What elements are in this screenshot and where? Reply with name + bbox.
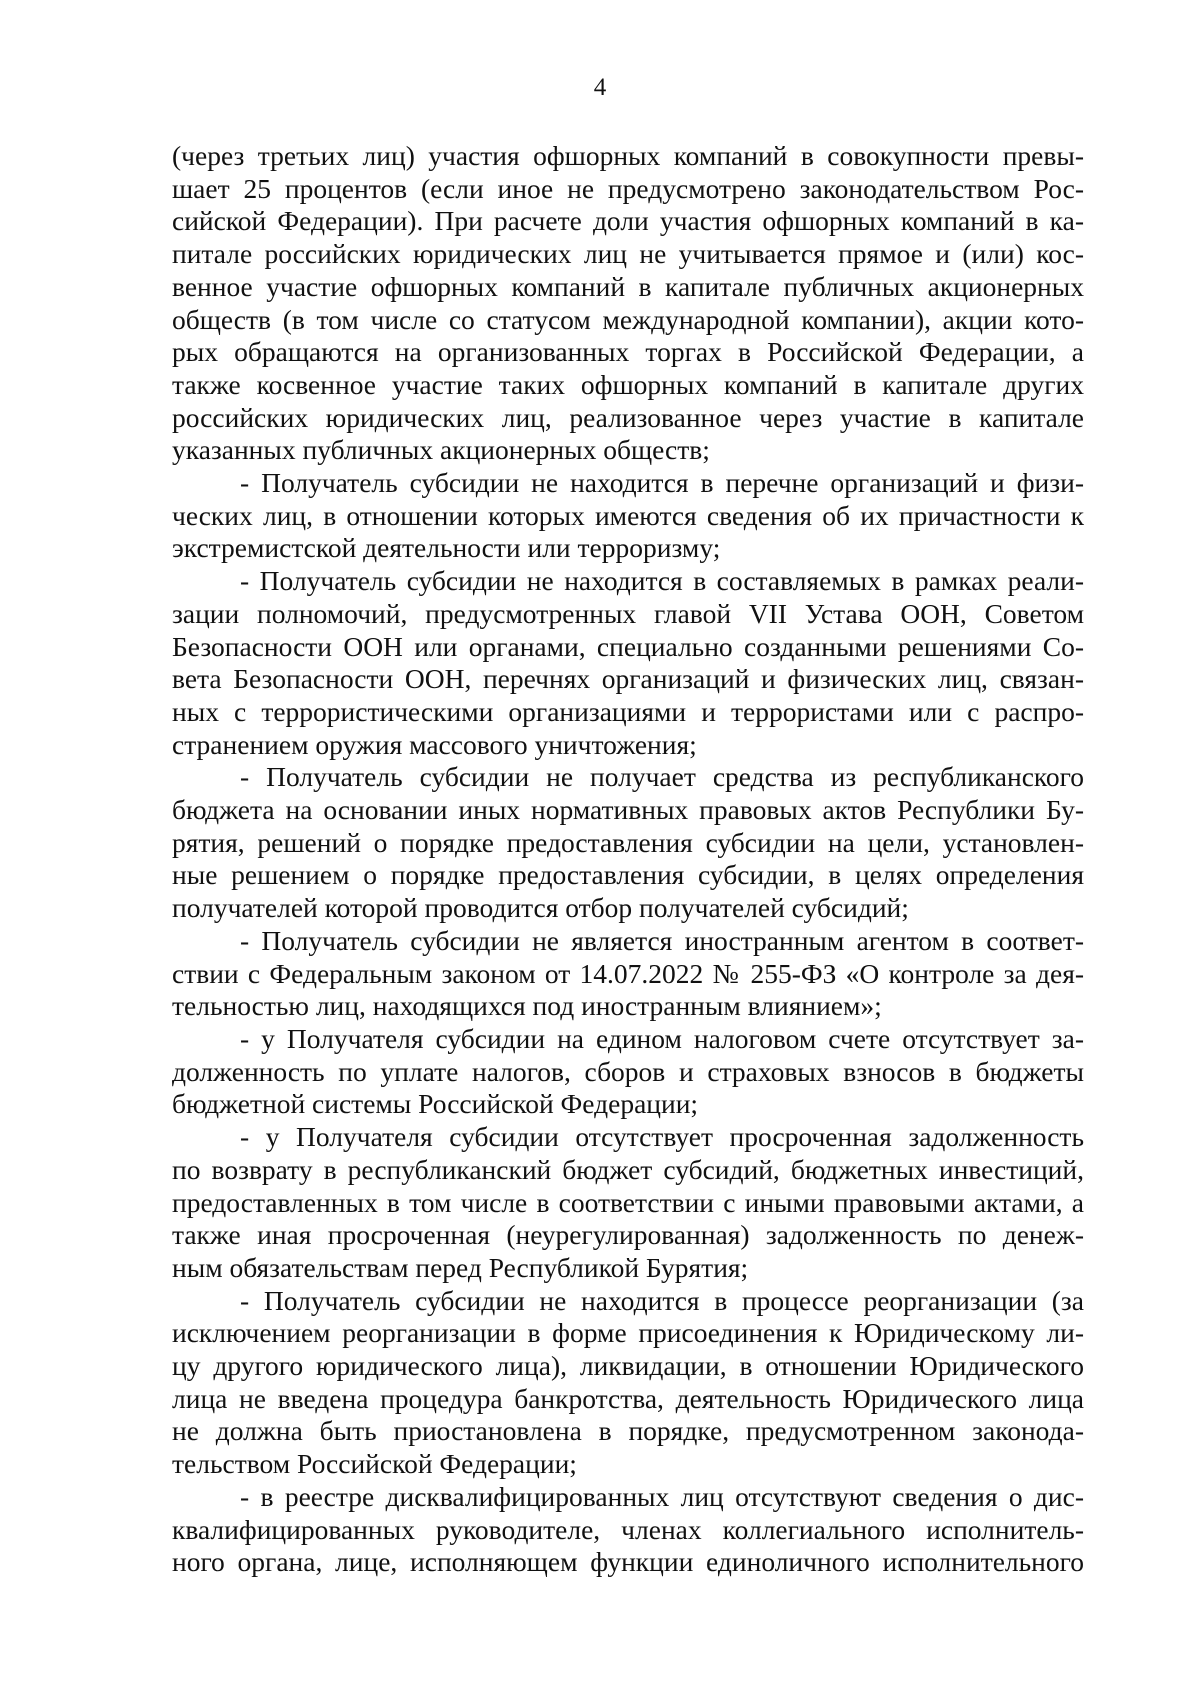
text-line: получателей которой проводится отбор получателей субсидий; (172, 892, 909, 924)
text-line: ным обязательствам перед Республикой Бурятия; (172, 1251, 749, 1283)
text-line: (через третьих лиц) участия офшорных компаний в совокупности превы- (172, 140, 1084, 171)
text-line: ного органа, лице, исполняющем функции единоличного исполнительного (172, 1546, 1084, 1578)
text-line: Безопасности ООН или органами, специально созданными решениями Со- (172, 630, 1084, 662)
text-line: - в реестре дисквалифицированных лиц отсутствуют сведения о дис- (240, 1480, 1084, 1512)
text-line: ческих лиц, в отношении которых имеются сведения об их причастности к (172, 499, 1084, 531)
page-number: 4 (593, 74, 607, 101)
text-line: российских юридических лиц, реализованное через участие в капитале (172, 401, 1084, 433)
text-line: обществ (в том числе со статусом международной компании), акции кото- (172, 303, 1084, 335)
paragraph (172, 1121, 1084, 1285)
text-line: цу другого юридического лица), ликвидации, в отношении Юридического (172, 1350, 1084, 1382)
paragraph (172, 565, 1084, 761)
text-line: - Получатель субсидии не получает средства из республиканского (240, 761, 1084, 793)
text-line: - у Получателя субсидии отсутствует просроченная задолженность (240, 1121, 1084, 1153)
text-line: - Получатель субсидии не находится в перечне организаций и физи- (240, 467, 1084, 499)
text-line: зации полномочий, предусмотренных главой VII Устава ООН, Советом (172, 597, 1084, 629)
text-line: странением оружия массового уничтожения; (172, 728, 697, 760)
paragraph (172, 925, 1084, 1023)
text-line: питале российских юридических лиц не учитывается прямое и (или) кос- (172, 238, 1084, 270)
text-line: предоставленных в том числе в соответствии с иными правовыми актами, а (172, 1186, 1084, 1218)
text-line: вета Безопасности ООН, перечнях организаций и физических лиц, связан- (172, 663, 1084, 695)
text-line: - Получатель субсидии не является иностранным агентом в соответ- (240, 924, 1084, 956)
paragraph (172, 140, 1084, 467)
text-line: тельством Российской Федерации; (172, 1448, 577, 1480)
text-line: долженность по уплате налогов, сборов и страховых взносов в бюджеты (172, 1055, 1084, 1087)
paragraph (172, 1285, 1084, 1481)
paragraph (172, 761, 1084, 925)
text-line: тельностью лиц, находящихся под иностранным влиянием»; (172, 990, 882, 1022)
text-line: указанных публичных акционерных обществ; (172, 434, 710, 466)
text-line: - Получатель субсидии не находится в составляемых в рамках реали- (240, 565, 1084, 597)
text-line: квалифицированных руководителе, членах коллегиального исполнитель- (172, 1513, 1084, 1545)
text-line: экстремистской деятельности или терроризму; (172, 532, 721, 564)
text-line: бюджета на основании иных нормативных правовых актов Республики Бу- (172, 794, 1084, 826)
text-line: также косвенное участие таких офшорных компаний в капитале других (172, 368, 1084, 400)
text-line: сийской Федерации). При расчете доли участия офшорных компаний в ка- (172, 205, 1084, 237)
text-line: лица не введена процедура банкротства, деятельность Юридического лица (172, 1382, 1084, 1414)
text-line: венное участие офшорных компаний в капитале публичных акционерных (172, 270, 1084, 302)
text-line: также иная просроченная (неурегулированная) задолженность по денеж- (172, 1219, 1084, 1251)
paragraph (172, 1023, 1084, 1121)
text-line: шает 25 процентов (если иное не предусмотрено законодательством Рос- (172, 172, 1084, 204)
text-line: ные решением о порядке предоставления субсидии, в целях определения (172, 859, 1084, 891)
paragraph (172, 467, 1084, 565)
document-body (172, 140, 1084, 1579)
text-line: бюджетной системы Российской Федерации; (172, 1088, 699, 1120)
text-line: рых обращаются на организованных торгах в Российской Федерации, а (172, 336, 1084, 368)
paragraph (172, 1481, 1084, 1579)
text-line: по возврату в республиканский бюджет субсидий, бюджетных инвестиций, (172, 1153, 1084, 1185)
text-line: - у Получателя субсидии на едином налоговом счете отсутствует за- (240, 1022, 1084, 1054)
text-line: исключением реорганизации в форме присоединения к Юридическому ли- (172, 1317, 1084, 1349)
text-line: не должна быть приостановлена в порядке, предусмотренном законода- (172, 1415, 1084, 1447)
text-line: - Получатель субсидии не находится в процессе реорганизации (за (240, 1284, 1084, 1316)
text-line: ных с террористическими организациями и террористами или с распро- (172, 695, 1084, 727)
text-line: ствии с Федеральным законом от 14.07.2022 № 255-ФЗ «О контроле за дея- (172, 957, 1084, 989)
text-line: рятия, решений о порядке предоставления субсидии на цели, установлен- (172, 826, 1084, 858)
